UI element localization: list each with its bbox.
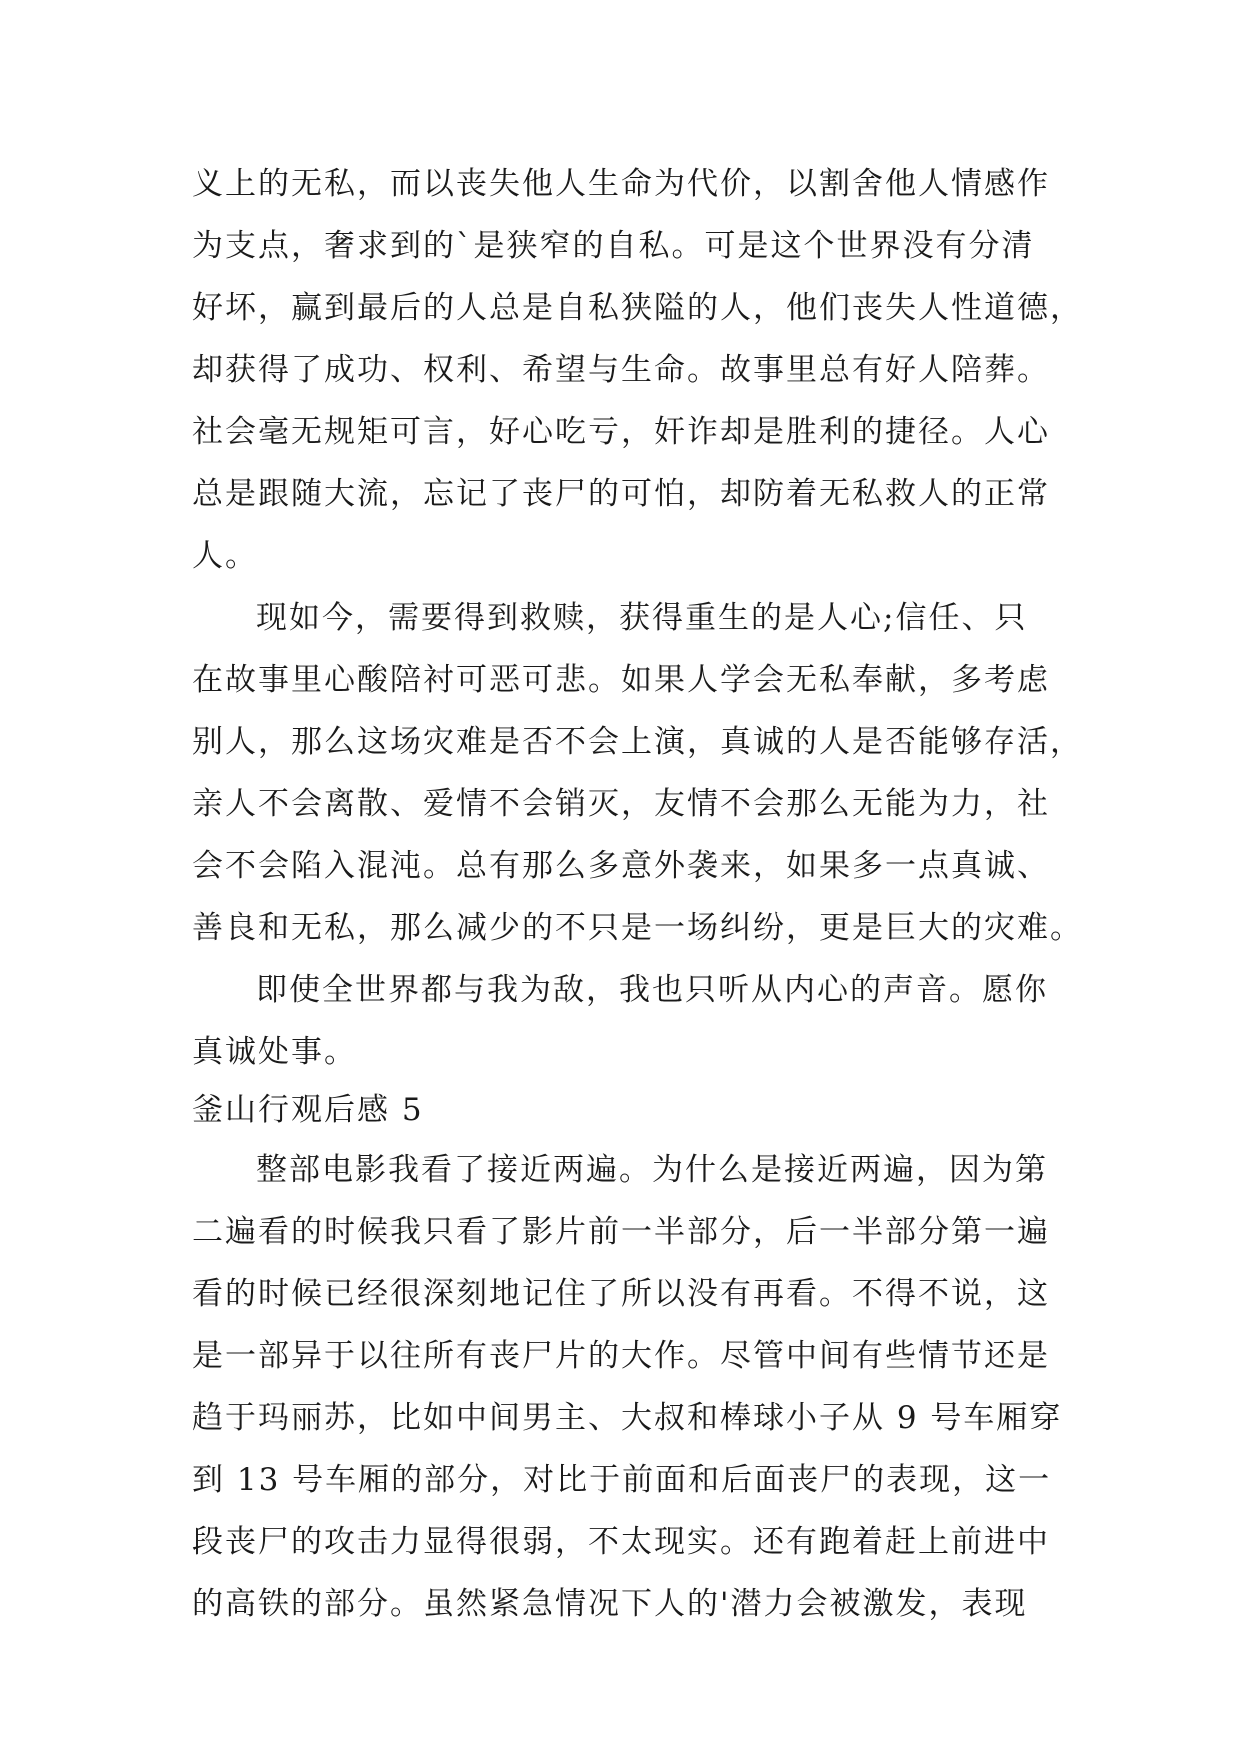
- text-line: 却获得了成功、权利、希望与生命。故事里总有好人陪葬。: [192, 352, 1050, 388]
- paragraph-start-line: 整部电影我看了接近两遍。为什么是接近两遍，因为第: [256, 1152, 1048, 1188]
- paragraph-start-line: 现如今，需要得到救赎，获得重生的是人心;信任、只: [256, 600, 1028, 636]
- text-line: 在故事里心酸陪衬可恶可悲。如果人学会无私奉献，多考虑: [192, 662, 1050, 698]
- text-line: 人。: [192, 538, 258, 574]
- text-line: 为支点，奢求到的`是狭窄的自私。可是这个世界没有分清: [192, 228, 1035, 264]
- text-line: 亲人不会离散、爱情不会销灭，友情不会那么无能为力，社: [192, 786, 1050, 822]
- text-line: 段丧尸的攻击力显得很弱，不太现实。还有跑着赶上前进中: [192, 1524, 1050, 1560]
- text-line: 别人，那么这场灾难是否不会上演，真诚的人是否能够存活，: [192, 724, 1083, 760]
- text-line: 会不会陷入混沌。总有那么多意外袭来，如果多一点真诚、: [192, 848, 1050, 884]
- text-line: 二遍看的时候我只看了影片前一半部分，后一半部分第一遍: [192, 1214, 1050, 1250]
- text-line: 社会毫无规矩可言，好心吃亏，奸诈却是胜利的捷径。人心: [192, 414, 1050, 450]
- text-line: 善良和无私，那么减少的不只是一场纠纷，更是巨大的灾难。: [192, 910, 1083, 946]
- text-line: 看的时候已经很深刻地记住了所以没有再看。不得不说，这: [192, 1276, 1050, 1312]
- text-line: 的高铁的部分。虽然紧急情况下人的'潜力会被激发，表现: [192, 1586, 1028, 1622]
- text-line: 总是跟随大流，忘记了丧尸的可怕，却防着无私救人的正常: [192, 476, 1050, 512]
- text-line: 真诚处事。: [192, 1034, 357, 1070]
- text-line: 趋于玛丽苏，比如中间男主、大叔和棒球小子从 9 号车厢穿: [192, 1400, 1063, 1436]
- paragraph-start-line: 即使全世界都与我为敌，我也只听从内心的声音。愿你: [256, 972, 1048, 1008]
- text-line: 到 13 号车厢的部分，对比于前面和后面丧尸的表现，这一: [192, 1462, 1052, 1498]
- text-line: 是一部异于以往所有丧尸片的大作。尽管中间有些情节还是: [192, 1338, 1050, 1374]
- section-heading: 釜山行观后感 5: [192, 1092, 424, 1128]
- text-line: 好坏，赢到最后的人总是自私狭隘的人，他们丧失人性道德，: [192, 290, 1083, 326]
- text-line: 义上的无私，而以丧失他人生命为代价，以割舍他人情感作: [192, 166, 1050, 202]
